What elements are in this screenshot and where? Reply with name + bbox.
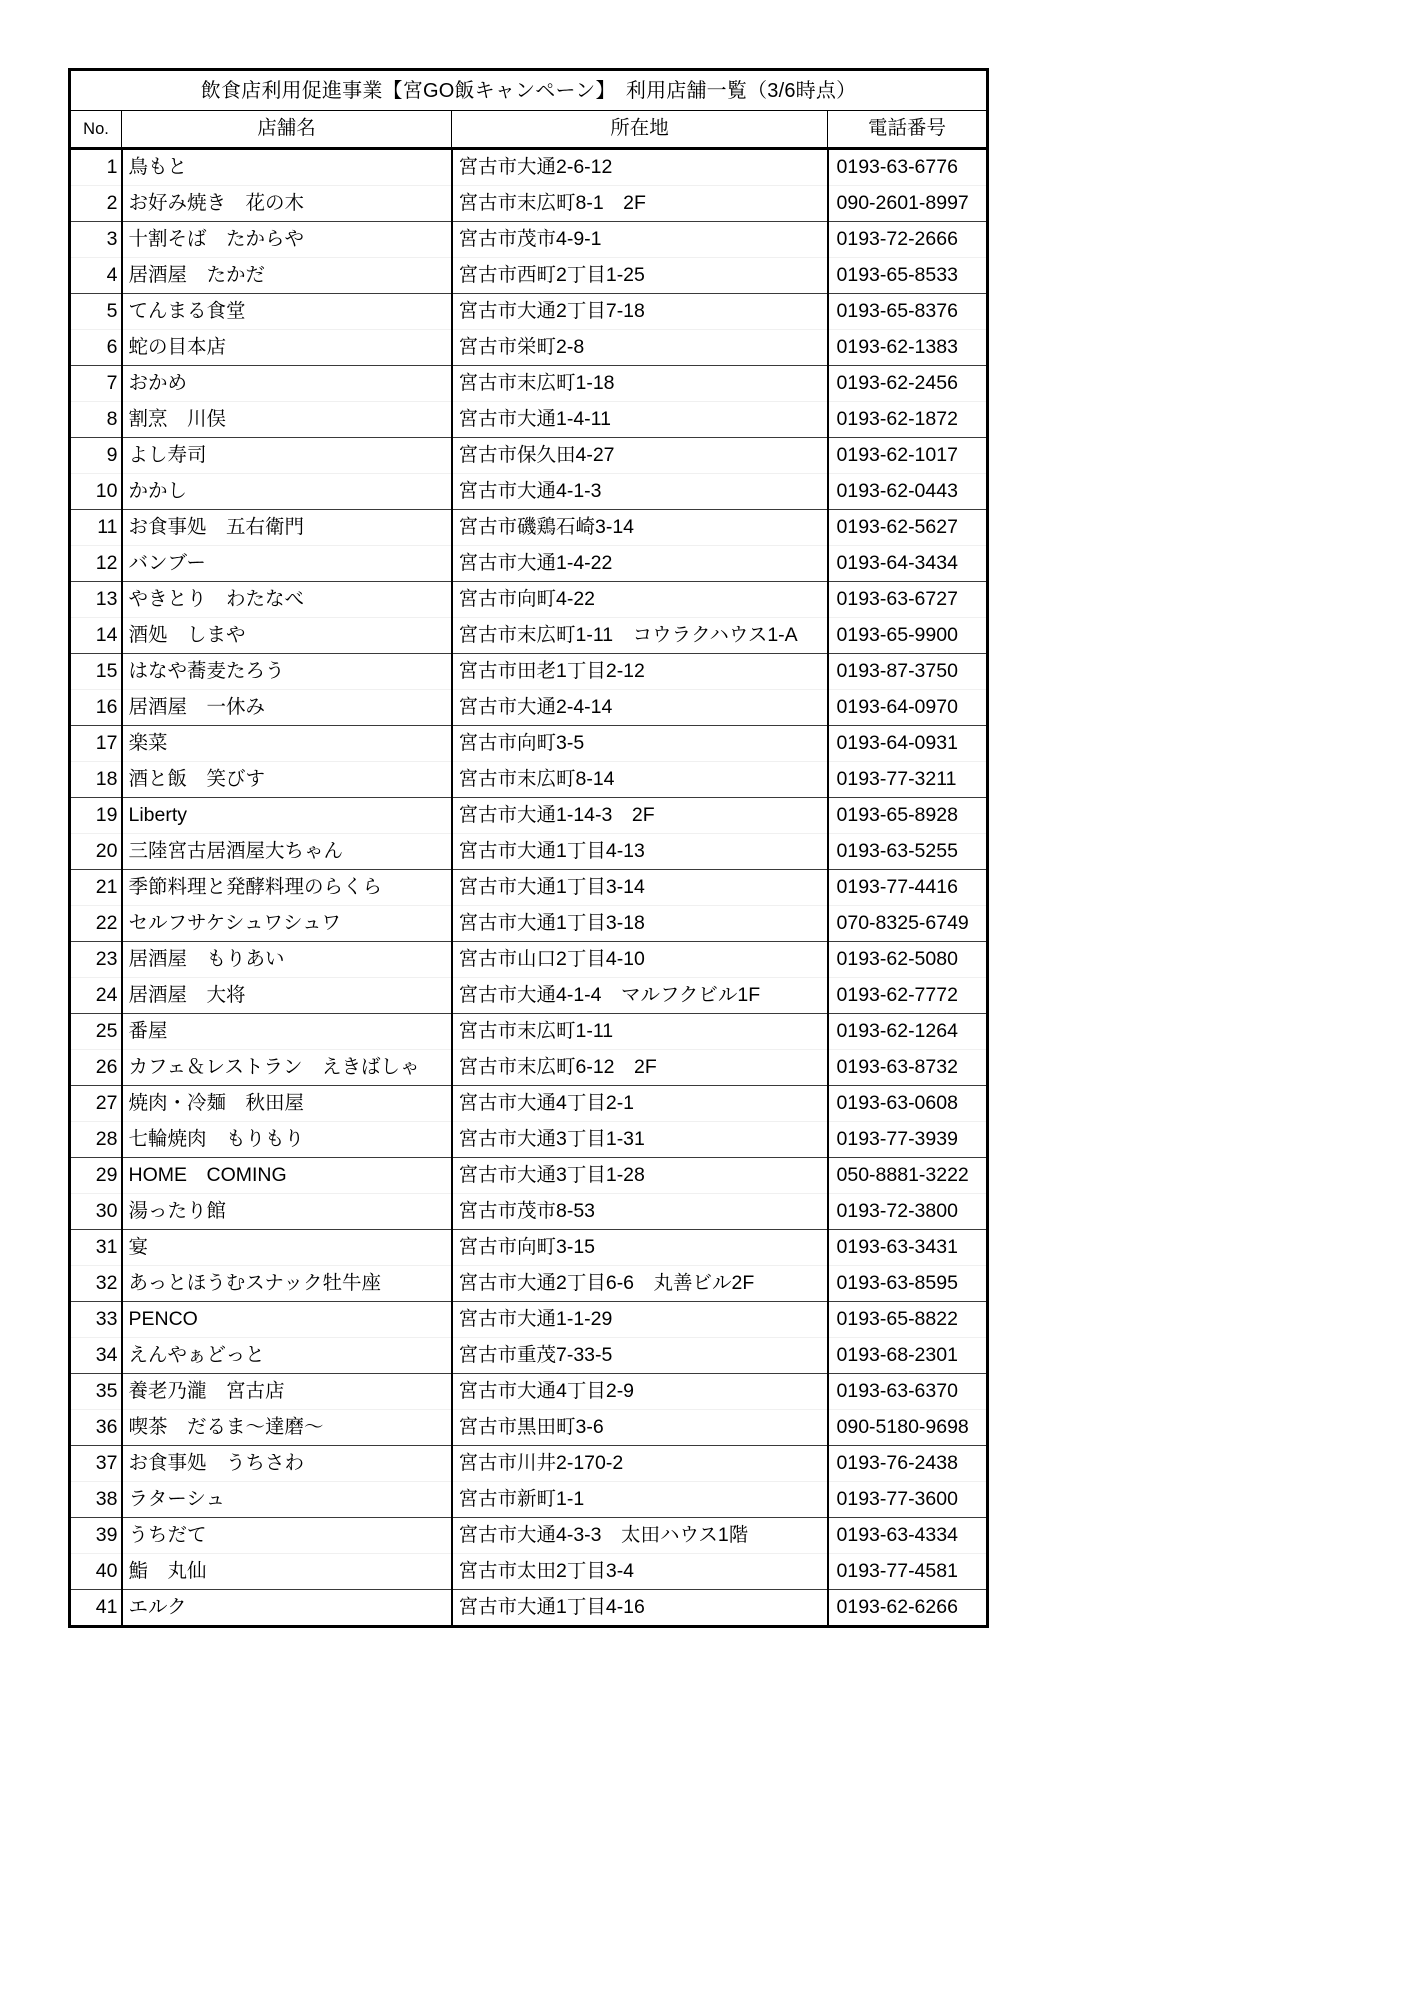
store-phone: 0193-77-3600: [828, 1482, 988, 1518]
store-address: 宮古市末広町1-11 コウラクハウス1-A: [452, 618, 828, 654]
store-name: エルク: [128, 1595, 187, 1618]
store-phone: 0193-68-2301: [828, 1338, 988, 1374]
store-phone: 0193-63-3431: [828, 1230, 988, 1266]
table-row: [70, 1590, 988, 1627]
store-address: 宮古市大通1丁目3-14: [452, 870, 828, 906]
store-phone: 0193-77-4581: [828, 1554, 988, 1590]
store-phone: 0193-72-3800: [828, 1194, 988, 1230]
table-row: [70, 618, 988, 654]
store-address: 宮古市末広町1-11: [452, 1014, 828, 1050]
store-name: てんまる食堂: [122, 294, 452, 330]
store-name: よし寿司: [122, 438, 452, 474]
store-name: おかめ: [122, 366, 452, 402]
store-address: 宮古市西町2丁目1-25: [452, 258, 828, 294]
store-phone: 0193-62-1264: [828, 1014, 988, 1050]
row-number: 1: [70, 149, 122, 186]
store-phone: 0193-72-2666: [828, 222, 988, 258]
table-row: [70, 1086, 988, 1122]
store-name: 酒と飯 笑びす: [122, 762, 452, 798]
store-phone: 0193-63-8595: [828, 1266, 988, 1302]
row-number: 17: [70, 726, 122, 762]
row-number: 4: [70, 258, 122, 294]
store-address: 宮古市栄町2-8: [452, 330, 828, 366]
document-title: 飲食店利用促進事業【宮GO飯キャンペーン】 利用店舗一覧（3/6時点）: [70, 70, 988, 111]
store-phone: 0193-62-6266: [828, 1590, 988, 1627]
store-phone: 0193-62-1383: [828, 330, 988, 366]
row-number: 35: [70, 1374, 122, 1410]
row-number: 6: [70, 330, 122, 366]
store-phone: 0193-77-3211: [828, 762, 988, 798]
store-address: 宮古市末広町1-18: [452, 366, 828, 402]
table-row: [70, 1158, 988, 1194]
store-address: 宮古市大通1-4-11: [452, 402, 828, 438]
row-number: 39: [70, 1518, 122, 1554]
row-number: 40: [70, 1554, 122, 1590]
store-phone: 0193-64-3434: [828, 546, 988, 582]
store-name: 居酒屋 大将: [122, 978, 452, 1014]
store-name: 居酒屋 たかだ: [122, 258, 452, 294]
column-header-name: 店舗名: [122, 111, 452, 149]
store-address: 宮古市末広町6-12 2F: [452, 1050, 828, 1086]
row-number: 10: [70, 474, 122, 510]
row-number: 31: [70, 1230, 122, 1266]
table-row: [70, 186, 988, 222]
store-name: 焼肉・冷麺 秋田屋: [122, 1086, 452, 1122]
row-number: 8: [70, 402, 122, 438]
store-address: 宮古市保久田4-27: [452, 438, 828, 474]
store-name: 季節料理と発酵料理のらくら: [122, 870, 452, 906]
table-row: [70, 1122, 988, 1158]
table-row: [70, 1446, 988, 1482]
row-number: 18: [70, 762, 122, 798]
row-number: 15: [70, 654, 122, 690]
store-address: 宮古市重茂7-33-5: [452, 1338, 828, 1374]
table-row: [70, 222, 988, 258]
store-address: 宮古市大通4-3-3 太田ハウス1階: [452, 1518, 828, 1554]
store-phone: 0193-65-8928: [828, 798, 988, 834]
store-name: かかし: [122, 474, 452, 510]
store-name: 喫茶 だるま〜達磨〜: [122, 1410, 452, 1446]
store-name: あっとほうむスナック牡牛座: [122, 1266, 452, 1302]
store-name: お食事処 うちさわ: [122, 1446, 452, 1482]
store-phone: 070-8325-6749: [828, 906, 988, 942]
table-row: [70, 978, 988, 1014]
store-phone: 0193-77-3939: [828, 1122, 988, 1158]
store-phone: 0193-65-8376: [828, 294, 988, 330]
table-row: [70, 474, 988, 510]
store-name: セルフサケシュワシュワ: [122, 906, 452, 942]
row-number: 33: [70, 1302, 122, 1338]
table-row: [70, 366, 988, 402]
table-row: [70, 330, 988, 366]
store-name: 番屋: [122, 1014, 452, 1050]
store-name: 居酒屋 一休み: [122, 690, 452, 726]
store-address: 宮古市太田2丁目3-4: [452, 1554, 828, 1590]
row-number: 37: [70, 1446, 122, 1482]
store-name: 鳥もと: [122, 149, 452, 186]
store-address: 宮古市山口2丁目4-10: [452, 942, 828, 978]
store-name: Liberty: [122, 798, 452, 834]
row-number: 19: [70, 798, 122, 834]
store-list-table: [68, 68, 989, 1628]
store-phone: 0193-63-8732: [828, 1050, 988, 1086]
table-row: [70, 870, 988, 906]
store-phone: 0193-62-5080: [828, 942, 988, 978]
row-number: 12: [70, 546, 122, 582]
store-address: 宮古市大通4丁目2-9: [452, 1374, 828, 1410]
store-address: 宮古市大通1-1-29: [452, 1302, 828, 1338]
table-row: [70, 1194, 988, 1230]
table-row: [70, 1518, 988, 1554]
row-number: 9: [70, 438, 122, 474]
store-address: 宮古市川井2-170-2: [452, 1446, 828, 1482]
store-name: お好み焼き 花の木: [122, 186, 452, 222]
store-phone: 0193-64-0970: [828, 690, 988, 726]
table-row: [70, 402, 988, 438]
store-address: 宮古市大通2丁目7-18: [452, 294, 828, 330]
table-row: [70, 149, 988, 186]
store-address: 宮古市大通2丁目6-6 丸善ビル2F: [452, 1266, 828, 1302]
store-phone: 0193-87-3750: [828, 654, 988, 690]
row-number: 14: [70, 618, 122, 654]
row-number: 25: [70, 1014, 122, 1050]
store-phone: 0193-62-2456: [828, 366, 988, 402]
row-number: 30: [70, 1194, 122, 1230]
store-address: 宮古市大通2-4-14: [452, 690, 828, 726]
table-row: [70, 1266, 988, 1302]
table-row: [70, 1554, 988, 1590]
store-name: 楽菜: [122, 726, 452, 762]
store-phone: 0193-63-0608: [828, 1086, 988, 1122]
store-name: うちだて: [122, 1518, 452, 1554]
table-row: [70, 726, 988, 762]
row-number: 28: [70, 1122, 122, 1158]
store-name: PENCO: [122, 1302, 452, 1338]
store-address: 宮古市茂市8-53: [452, 1194, 828, 1230]
store-address: 宮古市大通3丁目1-31: [452, 1122, 828, 1158]
table-row: [70, 258, 988, 294]
column-header-no: No.: [70, 111, 122, 149]
row-number: 5: [70, 294, 122, 330]
store-address: 宮古市末広町8-1 2F: [452, 186, 828, 222]
table-row: [70, 438, 988, 474]
store-phone: 0193-76-2438: [828, 1446, 988, 1482]
store-phone: 0193-65-8533: [828, 258, 988, 294]
store-phone: 0193-63-4334: [828, 1518, 988, 1554]
store-name: カフェ＆レストラン えきばしゃ: [122, 1050, 452, 1086]
row-number: 13: [70, 582, 122, 618]
table-row: [70, 294, 988, 330]
table-row: [70, 690, 988, 726]
store-address: 宮古市磯鶏石崎3-14: [452, 510, 828, 546]
store-address: 宮古市大通1丁目3-18: [452, 906, 828, 942]
store-phone: 0193-63-6776: [828, 149, 988, 186]
store-address: 宮古市茂市4-9-1: [452, 222, 828, 258]
row-number: 38: [70, 1482, 122, 1518]
column-header-address: 所在地: [452, 111, 828, 149]
store-name: バンブー: [122, 546, 452, 582]
table-row: [70, 1302, 988, 1338]
store-phone: 0193-62-1017: [828, 438, 988, 474]
row-number: 29: [70, 1158, 122, 1194]
store-phone: 0193-62-5627: [828, 510, 988, 546]
store-phone: 090-5180-9698: [828, 1410, 988, 1446]
row-number: 22: [70, 906, 122, 942]
store-name: 七輪焼肉 もりもり: [122, 1122, 452, 1158]
table-row: [70, 1014, 988, 1050]
store-phone: 0193-63-5255: [828, 834, 988, 870]
store-name: 割烹 川俣: [122, 402, 452, 438]
table-body: [70, 70, 988, 1627]
store-phone: 0193-63-6370: [828, 1374, 988, 1410]
row-number: 21: [70, 870, 122, 906]
store-address: 宮古市大通1丁目4-13: [452, 834, 828, 870]
title-row: [70, 70, 988, 111]
store-phone: 0193-77-4416: [828, 870, 988, 906]
row-number: 26: [70, 1050, 122, 1086]
store-name: ラターシュ: [122, 1482, 452, 1518]
store-address: 宮古市黒田町3-6: [452, 1410, 828, 1446]
store-name: HOME COMING: [122, 1158, 452, 1194]
store-name: 居酒屋 もりあい: [122, 942, 452, 978]
store-name: 宴: [122, 1230, 452, 1266]
store-address: 宮古市大通1-14-3 2F: [452, 798, 828, 834]
row-number: 36: [70, 1410, 122, 1446]
table-row: [70, 654, 988, 690]
table-row: [70, 942, 988, 978]
store-name: 養老乃瀧 宮古店: [122, 1374, 452, 1410]
store-phone: 0193-65-9900: [828, 618, 988, 654]
store-address: 宮古市向町3-5: [452, 726, 828, 762]
table-row: [70, 546, 988, 582]
store-name: はなや蕎麦たろう: [122, 654, 452, 690]
store-address: 宮古市末広町8-14: [452, 762, 828, 798]
table-row: [70, 906, 988, 942]
row-number: 34: [70, 1338, 122, 1374]
table-row: [70, 1338, 988, 1374]
table-row: [70, 1374, 988, 1410]
row-number: 7: [70, 366, 122, 402]
table-row: [70, 1230, 988, 1266]
row-number: 2: [70, 186, 122, 222]
row-number: 32: [70, 1266, 122, 1302]
table-header-row: [70, 111, 988, 149]
store-phone: 0193-62-7772: [828, 978, 988, 1014]
table-row: [70, 1482, 988, 1518]
row-number: 23: [70, 942, 122, 978]
row-number: 41: [70, 1590, 122, 1627]
table-row: [70, 834, 988, 870]
store-address: 宮古市大通1-4-22: [452, 546, 828, 582]
row-number: 3: [70, 222, 122, 258]
store-address: 宮古市大通4-1-4 マルフクビル1F: [452, 978, 828, 1014]
store-address: 宮古市大通1丁目4-16: [452, 1590, 828, 1627]
table-row: [70, 1410, 988, 1446]
row-number: 20: [70, 834, 122, 870]
store-address: 宮古市大通3丁目1-28: [452, 1158, 828, 1194]
store-name: 三陸宮古居酒屋大ちゃん: [122, 834, 452, 870]
store-address: 宮古市田老1丁目2-12: [452, 654, 828, 690]
table-row: [70, 582, 988, 618]
store-address: 宮古市新町1-1: [452, 1482, 828, 1518]
store-name: 蛇の目本店: [122, 330, 452, 366]
row-number: 11: [70, 510, 122, 546]
table-row: [70, 510, 988, 546]
table-row: [70, 798, 988, 834]
row-number: 24: [70, 978, 122, 1014]
store-address: 宮古市大通4丁目2-1: [452, 1086, 828, 1122]
table-row: [70, 762, 988, 798]
store-address: 宮古市大通2-6-12: [452, 149, 828, 186]
store-name: 湯ったり館: [122, 1194, 452, 1230]
store-phone: 050-8881-3222: [828, 1158, 988, 1194]
store-name: 十割そば たからや: [122, 222, 452, 258]
store-address: 宮古市向町3-15: [452, 1230, 828, 1266]
table-row: [70, 1050, 988, 1086]
store-address: 宮古市大通4-1-3: [452, 474, 828, 510]
store-phone: 0193-62-0443: [828, 474, 988, 510]
store-phone: 0193-62-1872: [828, 402, 988, 438]
row-number: 16: [70, 690, 122, 726]
store-phone: 0193-63-6727: [828, 582, 988, 618]
row-number: 27: [70, 1086, 122, 1122]
store-phone: 0193-64-0931: [828, 726, 988, 762]
column-header-tel: 電話番号: [828, 111, 988, 149]
store-phone: 0193-65-8822: [828, 1302, 988, 1338]
store-phone: 090-2601-8997: [828, 186, 988, 222]
store-address: 宮古市向町4-22: [452, 582, 828, 618]
store-name: お食事処 五右衛門: [122, 510, 452, 546]
store-name: やきとり わたなべ: [122, 582, 452, 618]
store-name: 酒処 しまや: [122, 618, 452, 654]
store-name: えんやぁどっと: [122, 1338, 452, 1374]
store-name: 鮨 丸仙: [122, 1554, 452, 1590]
